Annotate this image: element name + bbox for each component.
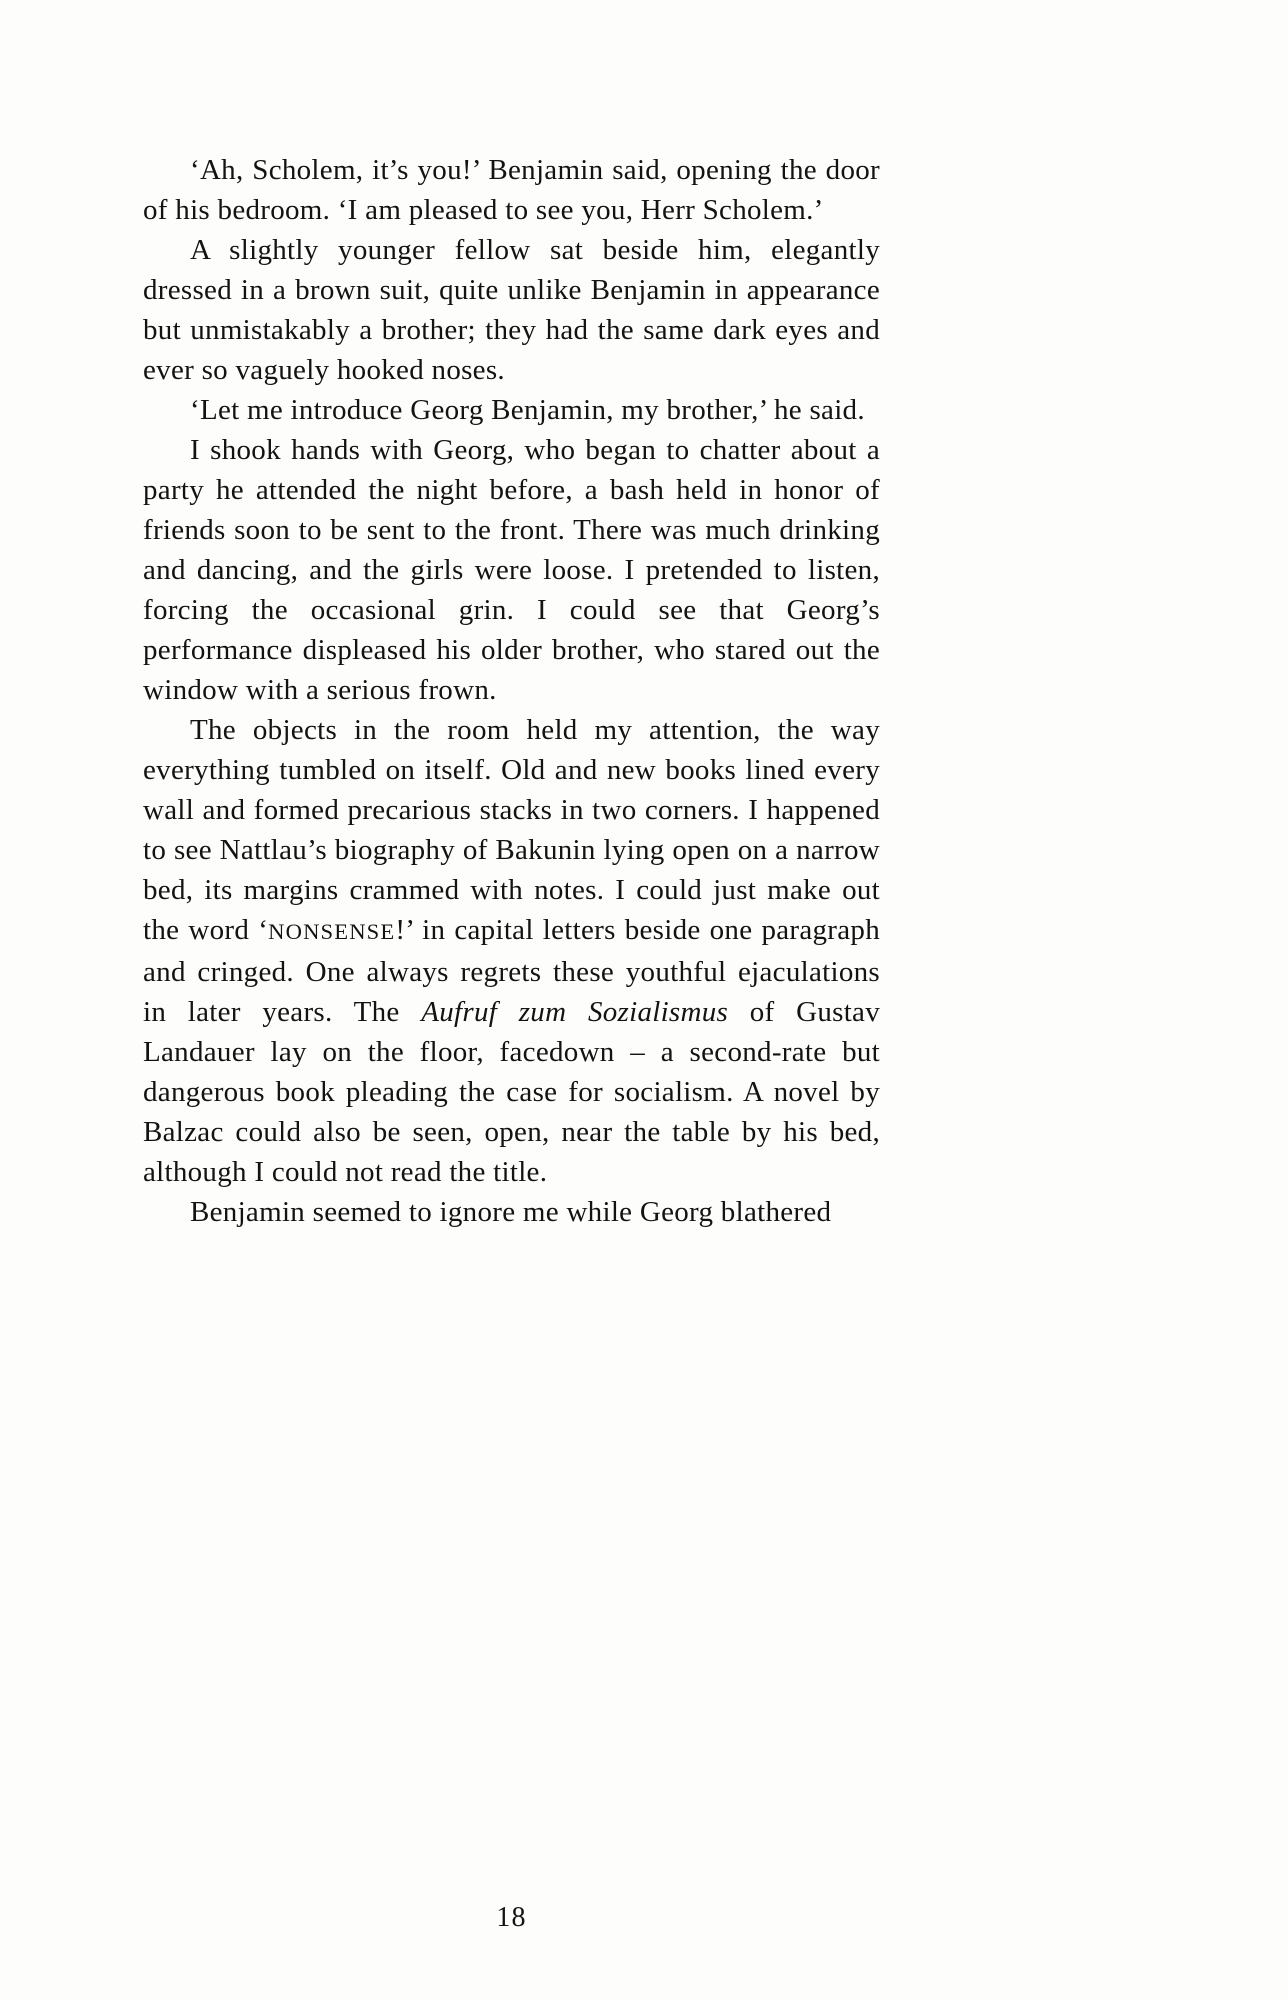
paragraph [143,430,880,710]
text-segment: The objects in the room held my attention, the way everything tumbled on itself. Old and new books lined every wall and formed precarious stacks in two corners. I happened to see Nattlau’s biography of Bakunin lying open on a narrow bed, its margins crammed with notes. I could just make out the word ‘ [143,714,880,946]
paragraph [143,230,880,390]
paragraph [143,710,880,1192]
page-number: 18 [496,1902,527,1933]
text-segment: A slightly younger fellow sat beside him, elegantly dressed in a brown suit, quite unlike Benjamin in appearance but unmistakably a brother; they had the same dark eyes and ever so vaguely hooked noses. [143,234,880,386]
text-segment: of Gustav Landauer lay on the floor, facedown – a second-rate but dangerous book pleading the case for socialism. A novel by Balzac could also be seen, open, near the table by his bed, although I could not read the title. [143,996,880,1188]
text-segment: Benjamin seemed to ignore me while Georg blathered [190,1196,832,1228]
italic-text-segment: Aufruf zum Sozialismus [421,996,729,1028]
paragraph [143,1192,880,1232]
body-text [143,150,880,1232]
text-segment: !’ in capital letters beside one paragraph and cringed. One always regrets these youthful ejaculations in later years. The [143,914,880,1028]
paragraph [143,150,880,230]
text-segment: ‘Ah, Scholem, it’s you!’ Benjamin said, opening the door of his bedroom. ‘I am pleased to see you, Herr Scholem.’ [143,154,880,226]
text-segment: I shook hands with Georg, who began to chatter about a party he attended the night before, a bash held in honor of friends soon to be sent to the front. There was much drinking and dancing, and the girls were loose. I pretended to listen, forcing the occasional grin. I could see that Georg’s performance displeased his older brother, who stared out the window with a serious frown. [143,434,880,706]
paragraph [143,390,880,430]
text-segment: ‘Let me introduce Georg Benjamin, my brother,’ he said. [190,394,865,426]
smallcaps-text-segment: NONSENSE [268,919,396,944]
